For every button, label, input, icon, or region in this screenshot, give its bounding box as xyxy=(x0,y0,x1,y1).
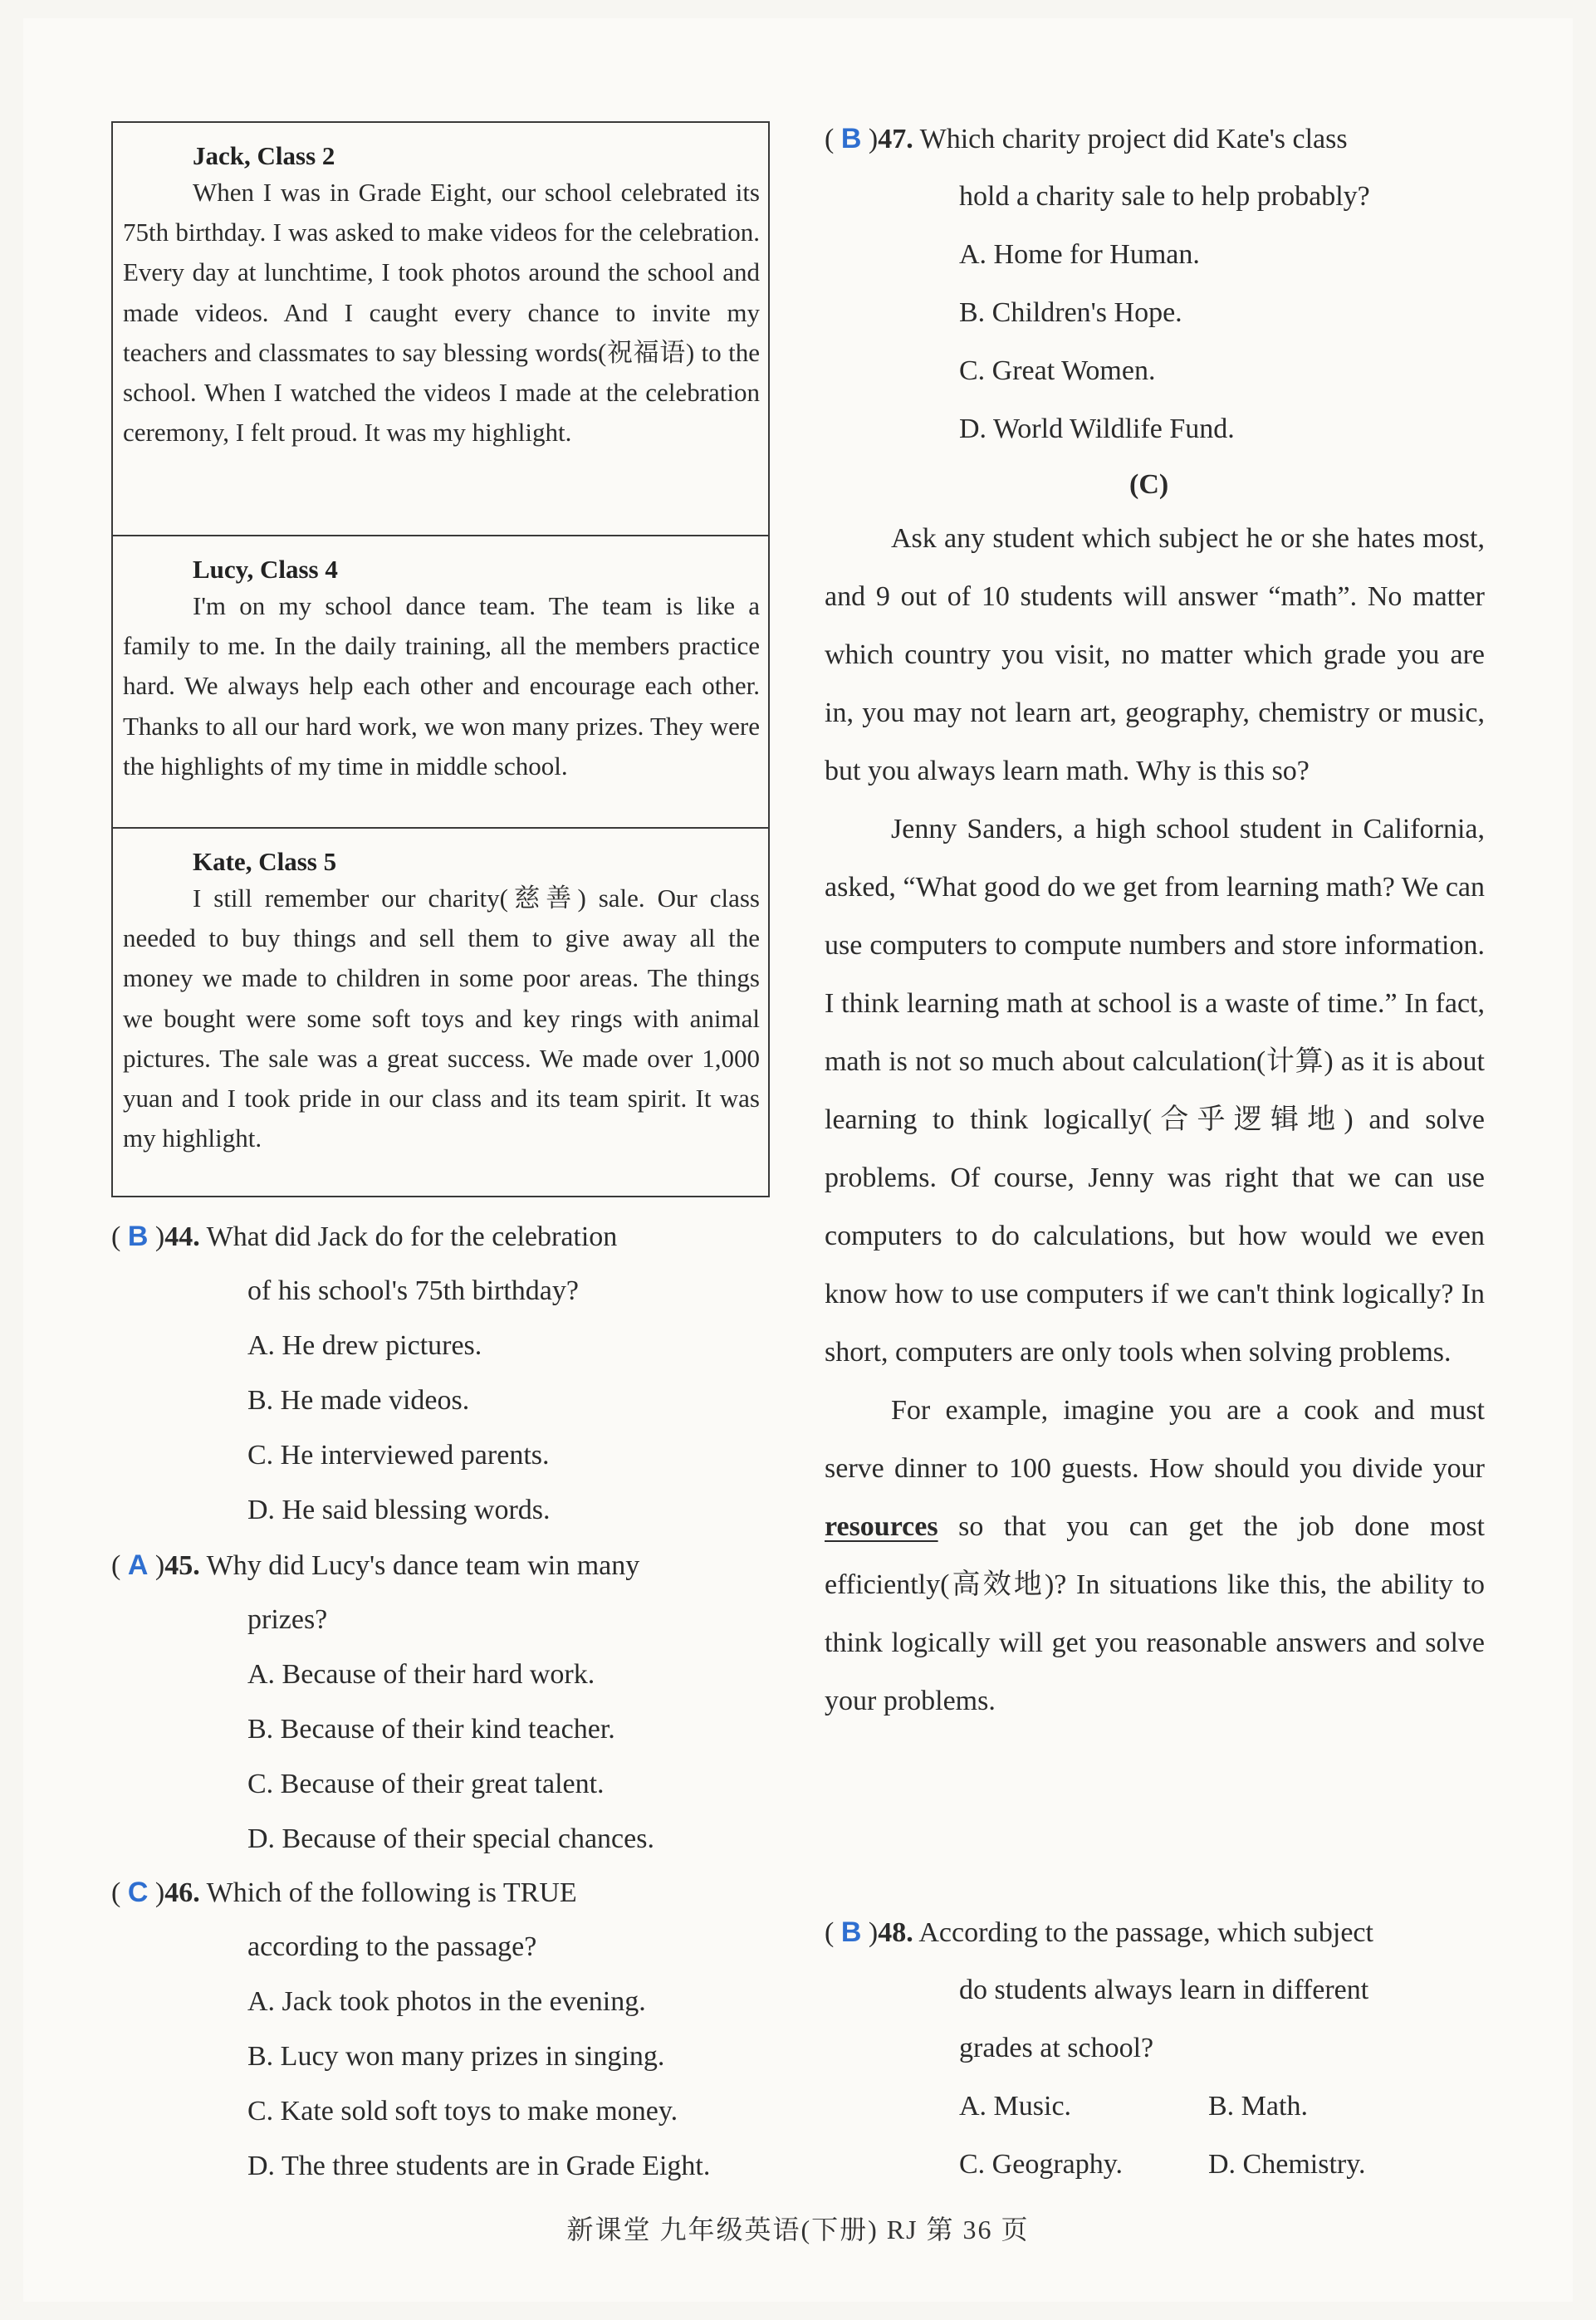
answer-mark: C xyxy=(127,1877,149,1908)
answer-mark: B xyxy=(840,123,862,154)
story-body: When I was in Grade Eight, our school celebrated its 75th birthday. I was asked to make videos for the celebration. Every day at lunchtime, I took photos around the school and made videos. And I caught every chance to invite my teachers and classmates to say blessing words(祝福语) to the school. When I watched the videos I made at the celebration ceremony, I felt proud. It was my highlight. xyxy=(123,178,760,448)
question-stem: ( B )47. Which charity project did Kate's class xyxy=(825,123,1348,154)
question-stem-cont: grades at school? xyxy=(959,2033,1154,2063)
question-stem: ( B )48. According to the passage, which subject xyxy=(825,1916,1373,1948)
option-a: A. Because of their hard work. xyxy=(247,1659,595,1690)
option-row xyxy=(825,2136,1457,2194)
option-b: B. Children's Hope. xyxy=(959,297,1182,328)
option-row xyxy=(825,2078,1457,2136)
question-stem-cont: of his school's 75th birthday? xyxy=(247,1275,579,1306)
option-d: D. He said blessing words. xyxy=(247,1495,551,1525)
section-title: (C) xyxy=(1129,469,1169,500)
story-heading: Kate, Class 5 xyxy=(193,847,337,876)
option-b: B. Because of their kind teacher. xyxy=(247,1714,615,1745)
question-stem: ( A )45. Why did Lucy's dance team win many xyxy=(111,1549,640,1581)
option-c: C. He interviewed parents. xyxy=(247,1440,550,1471)
option-b: B. Math. xyxy=(1208,2091,1308,2122)
passage-paragraph-2: Jenny Sanders, a high school student in California, asked, “What good do we get from learning math? We can use computers to compute numbers and store information. I think learning math at school is a waste of time.” In fact, math is not so much about calculation(计算) as it is about learning to think logically(合乎逻辑地) and solve problems. Of course, Jenny was right that we can use computers to do calculations, but how would we even know how to use computers if we can't think logically? In short, computers are only tools when solving problems. xyxy=(825,814,1485,1368)
key-word: resources xyxy=(825,1511,938,1542)
option-d: D. Chemistry. xyxy=(1208,2149,1366,2180)
story-body: I still remember our charity(慈善) sale. Our class needed to buy things and sell them to give away all the money we made to children in some poor areas. The things we bought were some soft toys and key rings with animal pictures. The sale was a great success. We made over 1,000 yuan and I took pride in our class and its team spirit. It was my highlight. xyxy=(123,883,760,1153)
option-c: C. Great Women. xyxy=(959,355,1156,386)
question-47 xyxy=(825,110,1370,458)
question-48 xyxy=(825,1903,1457,2194)
question-stem-cont: do students always learn in different xyxy=(959,1975,1369,2005)
option-b: B. Lucy won many prizes in singing. xyxy=(247,2041,665,2072)
question-stem-cont: prizes? xyxy=(247,1604,328,1635)
option-d: D. World Wildlife Fund. xyxy=(959,414,1235,444)
story-lucy xyxy=(113,535,768,827)
passage-c xyxy=(825,510,1485,1730)
question-44 xyxy=(111,1209,617,1538)
option-d: D. Because of their special chances. xyxy=(247,1823,654,1854)
answer-mark: B xyxy=(840,1916,862,1948)
option-a: A. He drew pictures. xyxy=(247,1330,482,1361)
option-c: C. Kate sold soft toys to make money. xyxy=(247,2096,678,2127)
question-stem: ( B )44. What did Jack do for the celebration xyxy=(111,1221,618,1252)
stories-box xyxy=(111,121,770,1197)
story-kate xyxy=(113,827,768,1199)
option-d: D. The three students are in Grade Eight. xyxy=(247,2151,711,2181)
page-footer: 新课堂 九年级英语(下册) RJ 第 36 页 xyxy=(566,2215,1030,2244)
question-stem: ( C )46. Which of the following is TRUE xyxy=(111,1877,577,1908)
passage-paragraph-3: For example, imagine you are a cook and must serve dinner to 100 guests. How should you divide your resources so that you can get the job done most efficiently(高效地)? In situations like this, the ability to think logically will get you reasonable answers and solve your problems. xyxy=(825,1395,1485,1716)
question-stem-cont: hold a charity sale to help probably? xyxy=(959,181,1370,212)
option-a: A. Home for Human. xyxy=(959,239,1200,270)
answer-mark: B xyxy=(127,1221,149,1252)
story-heading: Lucy, Class 4 xyxy=(193,555,338,584)
passage-paragraph-1: Ask any student which subject he or she hates most, and 9 out of 10 students will answer “math”. No matter which country you visit, no matter which grade you are in, you may not learn art, geography, chemistry or music, but you always learn math. Why is this so? xyxy=(825,523,1485,786)
question-46 xyxy=(111,1865,710,2194)
question-45 xyxy=(111,1538,654,1867)
question-stem-cont: according to the passage? xyxy=(247,1931,537,1962)
option-c: C. Because of their great talent. xyxy=(247,1769,605,1799)
answer-mark: A xyxy=(127,1549,149,1581)
story-body: I'm on my school dance team. The team is like a family to me. In the daily training, all the members practice hard. We always help each other and encourage each other. Thanks to all our hard work, we won many prizes. They were the highlights of my time in middle school. xyxy=(123,591,760,781)
story-jack xyxy=(113,123,768,535)
option-c: C. Geography. xyxy=(959,2149,1124,2180)
option-b: B. He made videos. xyxy=(247,1385,470,1416)
option-a: A. Music. xyxy=(959,2091,1072,2122)
story-heading: Jack, Class 2 xyxy=(193,141,335,170)
option-a: A. Jack took photos in the evening. xyxy=(247,1986,646,2017)
